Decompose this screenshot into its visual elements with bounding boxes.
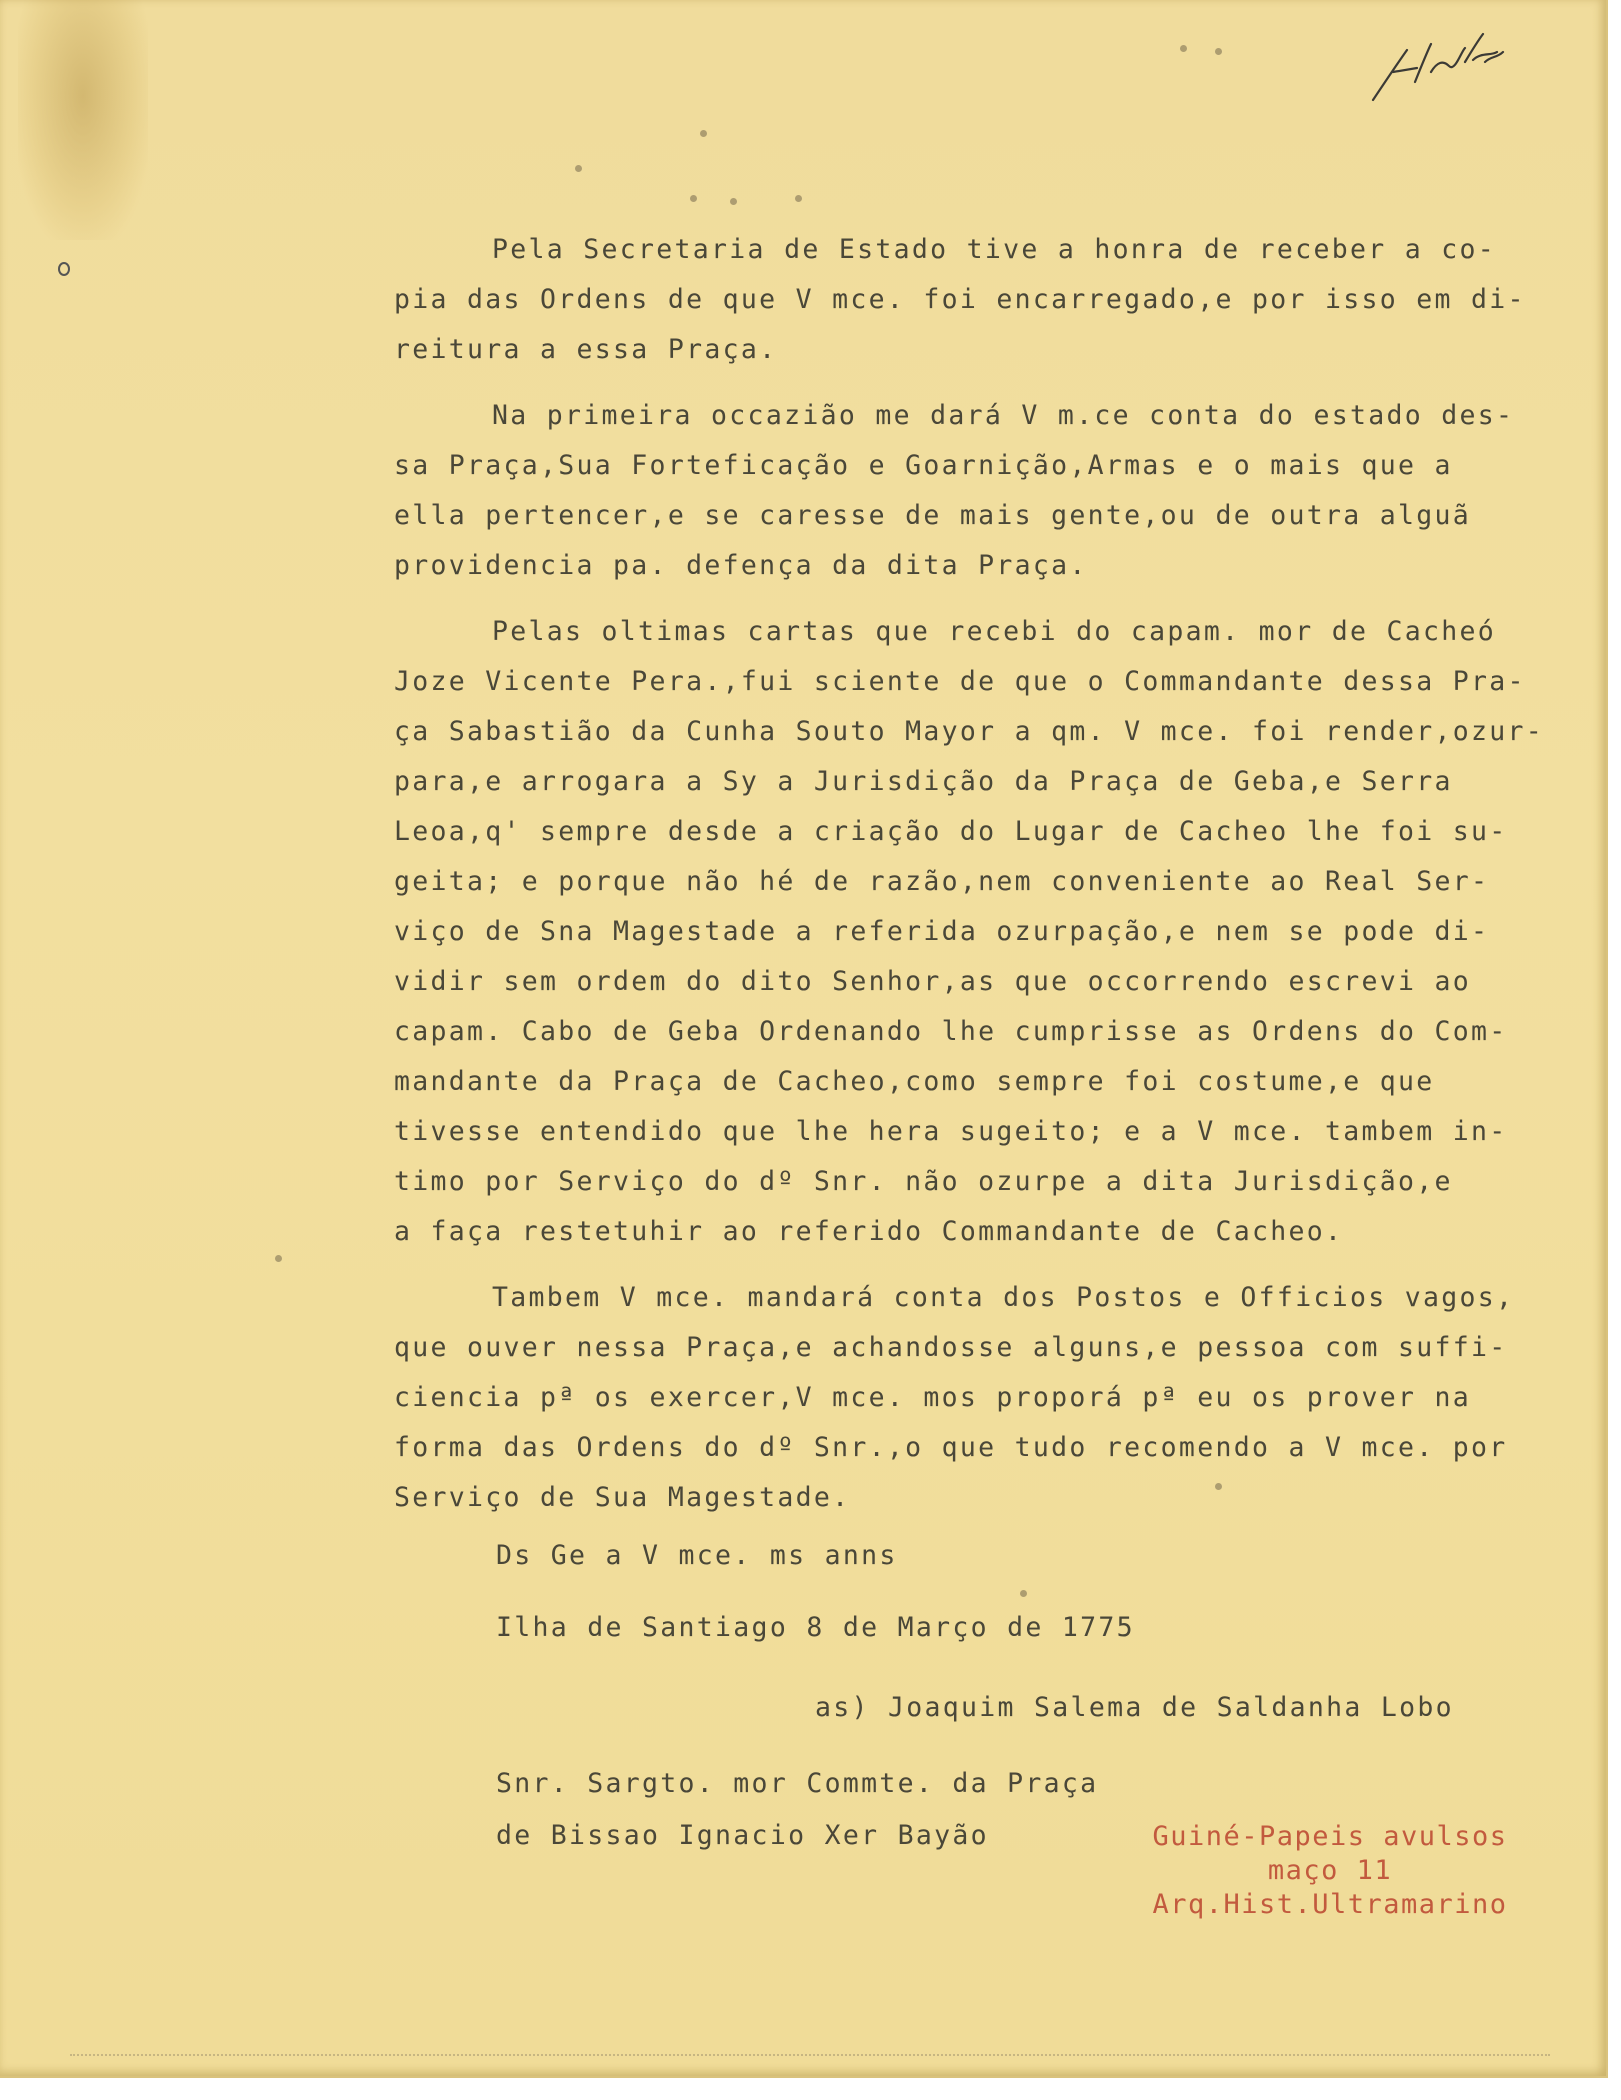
text-line: vidir sem ordem do dito Senhor,as que occorrendo escrevi ao (394, 966, 1472, 997)
text-line: providencia pa. defença da dita Praça. (394, 550, 1088, 581)
paragraph-4 (394, 1273, 1609, 1523)
ink-spot (795, 195, 802, 202)
archive-stamp-line: Guiné-Papeis avulsos (1152, 1821, 1508, 1852)
text-line: Pelas oltimas cartas que recebi do capam. mor de Cacheó (492, 616, 1496, 647)
paper-stain (18, 0, 148, 240)
text-line: ciencia pª os exercer,V mce. mos proporá pª eu os prover na (394, 1382, 1472, 1413)
text-line: Na primeira occazião me dará V m.ce conta do estado des- (492, 400, 1515, 431)
text-line: reitura a essa Praça. (394, 334, 778, 365)
binding-hole (58, 262, 70, 276)
ink-spot (1180, 45, 1187, 52)
ink-spot (1020, 1590, 1027, 1597)
text-line: geita; e porque não hé de razão,nem conveniente ao Real Ser- (394, 866, 1490, 897)
edge-wear (70, 2052, 1550, 2056)
ink-spot (700, 130, 707, 137)
text-line: tivesse entendido que lhe hera sugeito; e a V mce. tambem in- (394, 1116, 1508, 1147)
text-line: forma das Ordens do dº Snr.,o que tudo recomendo a V mce. por (394, 1432, 1508, 1463)
archive-stamp (1130, 1820, 1530, 1922)
addressee-line-2: de Bissao Ignacio Xer Bayão (496, 1820, 989, 1851)
paragraph-2 (394, 391, 1609, 591)
text-line: capam. Cabo de Geba Ordenando lhe cumprisse as Ordens do Com- (394, 1016, 1508, 1047)
text-line: ça Sabastião da Cunha Souto Mayor a qm. V mce. foi render,ozur- (394, 716, 1545, 747)
place-date: Ilha de Santiago 8 de Março de 1775 (496, 1612, 1135, 1643)
text-line: para,e arrogara a Sy a Jurisdição da Praça de Geba,e Serra (394, 766, 1453, 797)
text-line: que ouver nessa Praça,e achandosse alguns,e pessoa com suffi- (394, 1332, 1508, 1363)
ink-spot (275, 1255, 282, 1262)
archive-stamp-line: maço 11 (1267, 1855, 1393, 1886)
ink-spot (730, 198, 737, 205)
letter-body (394, 225, 1609, 1539)
addressee-line-1: Snr. Sargto. mor Commte. da Praça (496, 1768, 1099, 1799)
handwritten-initials (1365, 22, 1515, 107)
text-line: Pela Secretaria de Estado tive a honra de receber a co- (492, 234, 1496, 265)
text-line: viço de Sna Magestade a referida ozurpação,e nem se pode di- (394, 916, 1490, 947)
closing-formula: Ds Ge a V mce. ms anns (496, 1540, 898, 1571)
ink-spot (690, 195, 697, 202)
ink-spot (1215, 48, 1222, 55)
text-line: Leoa,q' sempre desde a criação do Lugar de Cacheo lhe foi su- (394, 816, 1508, 847)
text-line: pia das Ordens de que V mce. foi encarregado,e por isso em di- (394, 284, 1526, 315)
paragraph-3 (394, 607, 1609, 1257)
archive-stamp-line: Arq.Hist.Ultramarino (1152, 1889, 1508, 1920)
text-line: mandante da Praça de Cacheo,como sempre foi costume,e que (394, 1066, 1435, 1097)
text-line: timo por Serviço do dº Snr. não ozurpe a dita Jurisdição,e (394, 1166, 1453, 1197)
text-line: Joze Vicente Pera.,fui sciente de que o Commandante dessa Pra- (394, 666, 1526, 697)
text-line: sa Praça,Sua Forteficação e Goarnição,Armas e o mais que a (394, 450, 1453, 481)
text-line: Serviço de Sua Magestade. (394, 1482, 851, 1513)
signature-line: as) Joaquim Salema de Saldanha Lobo (815, 1692, 1454, 1723)
ink-spot (575, 165, 582, 172)
text-line: a faça restetuhir ao referido Commandante de Cacheo. (394, 1216, 1344, 1247)
paragraph-1 (394, 225, 1609, 375)
text-line: ella pertencer,e se caresse de mais gente,ou de outra alguã (394, 500, 1472, 531)
text-line: Tambem V mce. mandará conta dos Postos e Officios vagos, (492, 1282, 1515, 1313)
